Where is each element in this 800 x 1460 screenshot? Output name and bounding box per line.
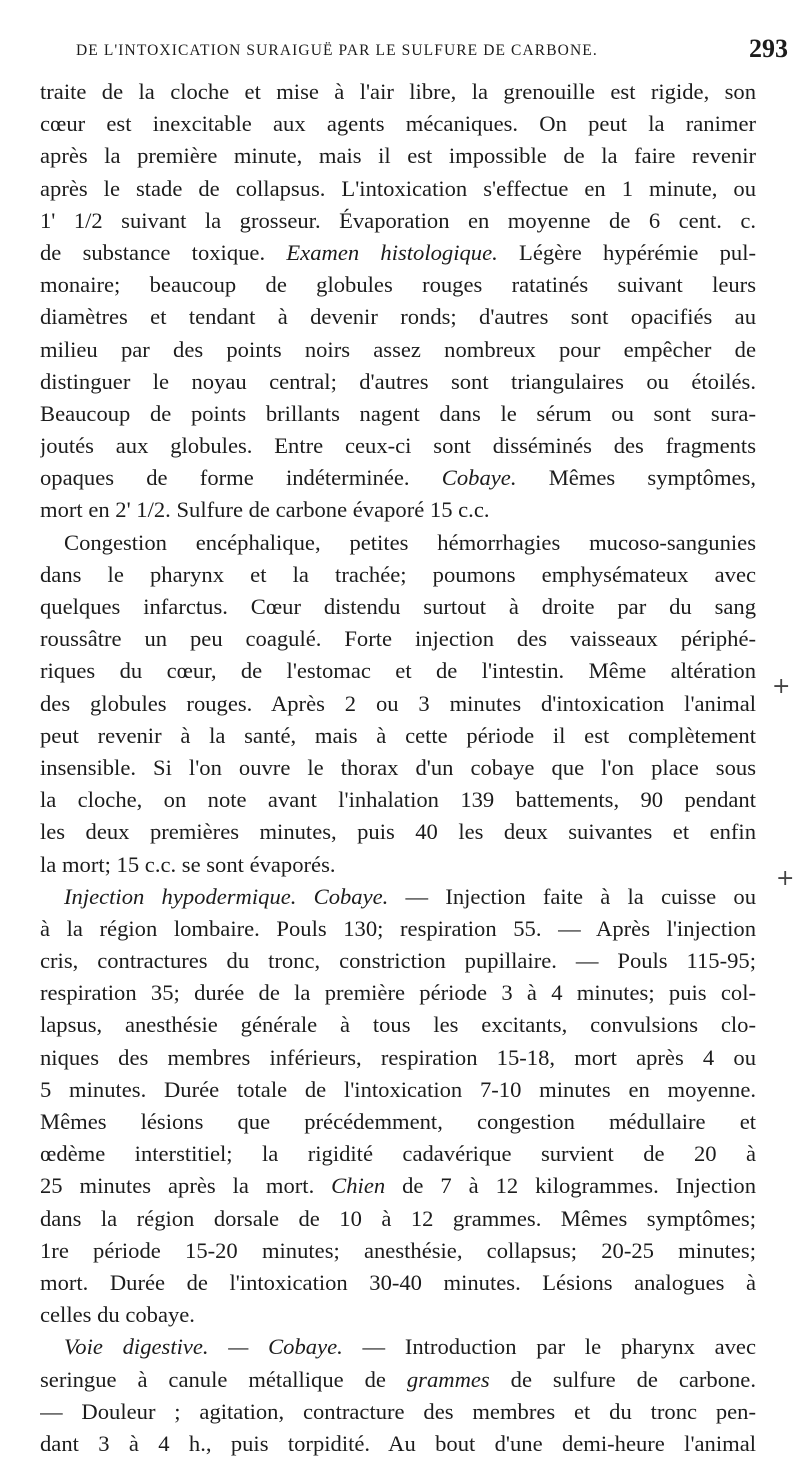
text-line xyxy=(40,1203,756,1235)
text-line xyxy=(40,108,756,140)
text-line xyxy=(40,237,756,269)
text-line xyxy=(40,1267,756,1299)
text-line xyxy=(40,816,756,848)
text-line xyxy=(40,1106,756,1138)
text-segment: — Injection faite à la cuisse ou xyxy=(388,883,756,909)
text-segment: diamètres et tendant à devenir ronds; d'autres sont opacifiés au xyxy=(40,304,756,330)
italic-text-segment: grammes xyxy=(406,1366,490,1392)
text-line xyxy=(40,849,756,881)
text-segment: niques des membres inférieurs, respiration 15-18, mort après 4 ou xyxy=(40,1044,756,1070)
text-line xyxy=(40,301,756,333)
italic-text-segment: Voie digestive. — Cobaye. xyxy=(64,1334,343,1360)
text-line xyxy=(40,1170,756,1202)
text-segment: — Douleur ; agitation, contracture des membres et du tronc pen- xyxy=(40,1398,756,1424)
text-segment: à la région lombaire. Pouls 130; respiration 55. — Après l'injection xyxy=(40,915,756,941)
text-segment: respiration 35; durée de la première période 3 à 4 minutes; puis col- xyxy=(40,980,756,1006)
text-line xyxy=(40,527,756,559)
text-segment: 1re période 15-20 minutes; anesthésie, collapsus; 20-25 minutes; xyxy=(40,1237,756,1263)
text-segment: insensible. Si l'on ouvre le thorax d'un cobaye que l'on place sous xyxy=(40,754,756,780)
text-line xyxy=(40,398,756,430)
text-line xyxy=(40,1331,756,1363)
text-line xyxy=(40,334,756,366)
text-line xyxy=(40,269,756,301)
text-line xyxy=(40,1428,756,1460)
text-segment: les deux premières minutes, puis 40 les deux suivantes et enfin xyxy=(40,819,756,845)
text-segment: dant 3 à 4 h., puis torpidité. Au bout d'une demi-heure l'animal xyxy=(40,1430,756,1456)
text-segment: lapsus, anesthésie générale à tous les excitants, convulsions clo- xyxy=(40,1012,756,1038)
text-line xyxy=(40,366,756,398)
text-segment: de 7 à 12 kilogrammes. Injection xyxy=(385,1173,756,1199)
text-segment: riques du cœur, de l'estomac et de l'intestin. Même altération xyxy=(40,658,756,684)
text-segment: Légère hypérémie pul- xyxy=(497,239,756,265)
text-segment: après le stade de collapsus. L'intoxication s'effectue en 1 minute, ou xyxy=(40,175,756,201)
text-line xyxy=(40,720,756,752)
text-segment: traite de la cloche et mise à l'air libre, la grenouille est rigide, son xyxy=(40,79,756,104)
text-segment: Mêmes symptômes, xyxy=(516,465,756,491)
italic-text-segment: Chien xyxy=(331,1173,386,1199)
text-line xyxy=(40,559,756,591)
text-segment: dans le pharynx et la trachée; poumons emphysémateux avec xyxy=(40,561,756,587)
text-line xyxy=(40,623,756,655)
text-line xyxy=(40,1074,756,1106)
text-segment: Mêmes lésions que précédemment, congestion médullaire et xyxy=(40,1109,756,1134)
text-line xyxy=(40,76,756,108)
text-line xyxy=(40,1235,756,1267)
text-line xyxy=(40,1138,756,1170)
italic-text-segment: Cobaye. xyxy=(441,465,517,491)
text-segment: mort. Durée de l'intoxication 30-40 minutes. Lésions analogues à xyxy=(40,1269,756,1295)
text-segment: quelques infarctus. Cœur distendu surtout à droite par du sang xyxy=(40,594,756,619)
text-segment: après la première minute, mais il est impossible de la faire revenir xyxy=(40,143,756,169)
italic-text-segment: Examen histologique. xyxy=(286,239,498,265)
margin-mark: + xyxy=(776,866,795,891)
italic-text-segment: Injection hypodermique. Cobaye. xyxy=(64,883,389,909)
text-line xyxy=(40,430,756,462)
text-segment: des globules rouges. Après 2 ou 3 minutes d'intoxication l'animal xyxy=(40,690,756,716)
text-segment: dans la région dorsale de 10 à 12 grammes. Mêmes symptômes; xyxy=(40,1205,756,1231)
text-segment: joutés aux globules. Entre ceux-ci sont disséminés des fragments xyxy=(40,433,756,459)
text-segment: opaques de forme indéterminée. xyxy=(40,465,442,491)
text-line xyxy=(40,462,756,494)
text-segment: de substance toxique. xyxy=(40,239,287,265)
running-title: DE L'INTOXICATION SURAIGUË PAR LE SULFURE DE CARBONE. xyxy=(76,42,598,59)
text-line xyxy=(40,494,756,526)
page-number: 293 xyxy=(749,34,788,63)
text-segment: 25 minutes après la mort. xyxy=(40,1173,332,1199)
text-line xyxy=(40,205,756,237)
text-segment: de sulfure de carbone. xyxy=(489,1366,756,1392)
text-line xyxy=(40,945,756,977)
text-segment: la cloche, on note avant l'inhalation 139 battements, 90 pendant xyxy=(40,787,756,813)
text-segment: celles du cobaye. xyxy=(40,1302,195,1328)
text-line xyxy=(40,1396,756,1428)
text-segment: 1' 1/2 suivant la grosseur. Évaporation en moyenne de 6 cent. c. xyxy=(40,207,756,233)
text-segment: cœur est inexcitable aux agents mécaniques. On peut la ranimer xyxy=(40,111,756,137)
text-line xyxy=(40,688,756,720)
body-text xyxy=(40,76,756,1460)
text-line xyxy=(40,1042,756,1074)
text-line xyxy=(40,881,756,913)
text-line xyxy=(40,173,756,205)
text-segment: Congestion encéphalique, petites hémorrhagies mucoso-sangunies xyxy=(64,529,756,555)
text-line xyxy=(40,591,756,623)
text-segment: mort en 2' 1/2. Sulfure de carbone évaporé 15 c.c. xyxy=(40,497,490,523)
text-segment: la mort; 15 c.c. se sont évaporés. xyxy=(40,851,336,877)
text-segment: monaire; beaucoup de globules rouges ratatinés suivant leurs xyxy=(40,272,756,298)
running-head xyxy=(76,34,788,74)
text-line xyxy=(40,655,756,687)
text-segment: 5 minutes. Durée totale de l'intoxication 7-10 minutes en moyenne. xyxy=(40,1076,756,1102)
margin-mark: + xyxy=(772,674,791,699)
text-line xyxy=(40,1364,756,1396)
text-line xyxy=(40,1299,756,1331)
text-segment: distinguer le noyau central; d'autres sont triangulaires ou étoilés. xyxy=(40,368,756,394)
text-segment: œdème interstitiel; la rigidité cadavérique survient de 20 à xyxy=(40,1141,756,1167)
text-segment: Beaucoup de points brillants nagent dans le sérum ou sont sura- xyxy=(40,400,756,426)
text-segment: seringue à canule métallique de xyxy=(40,1366,407,1392)
text-line xyxy=(40,913,756,945)
text-line xyxy=(40,752,756,784)
text-line xyxy=(40,140,756,172)
text-line xyxy=(40,977,756,1009)
text-segment: peut revenir à la santé, mais à cette période il est complètement xyxy=(40,722,756,748)
text-segment: roussâtre un peu coagulé. Forte injection des vaisseaux périphé- xyxy=(40,626,756,652)
text-line xyxy=(40,784,756,816)
text-segment: milieu par des points noirs assez nombreux pour empêcher de xyxy=(40,336,756,362)
text-segment: — Introduction par le pharynx avec xyxy=(342,1334,756,1360)
text-line xyxy=(40,1009,756,1041)
text-segment: cris, contractures du tronc, constriction pupillaire. — Pouls 115-95; xyxy=(40,948,756,974)
